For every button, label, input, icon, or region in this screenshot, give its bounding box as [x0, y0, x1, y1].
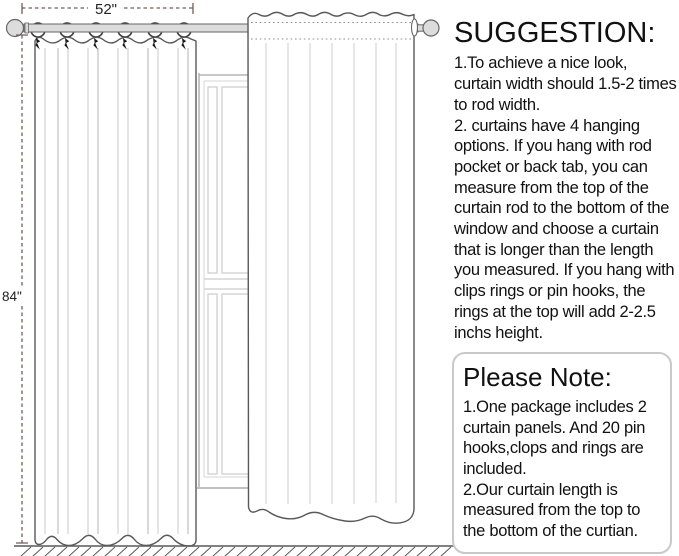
width-measure — [22, 1, 193, 18]
info-panel — [452, 0, 678, 554]
note-title: Please Note: — [463, 362, 612, 393]
floor — [14, 546, 455, 556]
rod-width-label: 52" — [94, 1, 118, 18]
suggestion-item-1: 1.To achieve a nice look, curtain width should 1.5-2 times to rod width. — [454, 54, 677, 114]
suggestion-item-2: 2. curtains have 4 hanging options. If you hang with rod pocket or back tab, you can measure from the top of the curtain rod to the bottom of the window and choose a curtain that is longer than the length you measured. If you hang with clips rings or pin hooks, the rings at the top will add 2-2.5 inchs height. — [454, 116, 675, 342]
note-item-2: 2.Our curtain length is measured from the top to the bottom of the curtian. — [463, 480, 641, 541]
right-curtain-panel — [248, 12, 418, 523]
suggestion-title: SUGGESTION: — [454, 17, 656, 49]
height-measure — [2, 35, 28, 543]
rod-finial-left — [7, 20, 24, 37]
floor-hatching — [20, 547, 451, 556]
please-note-box — [452, 352, 672, 554]
rod-finial-right — [418, 20, 440, 36]
window-frame — [197, 73, 250, 489]
pocket-gather-edge — [412, 19, 418, 36]
curtain-length-label: 84" — [2, 289, 22, 304]
note-item-1: 1.One package includes 2 curtain panels. And 20 pin hooks,clops and rings are included. — [463, 397, 647, 478]
left-curtain-panel — [35, 37, 196, 546]
